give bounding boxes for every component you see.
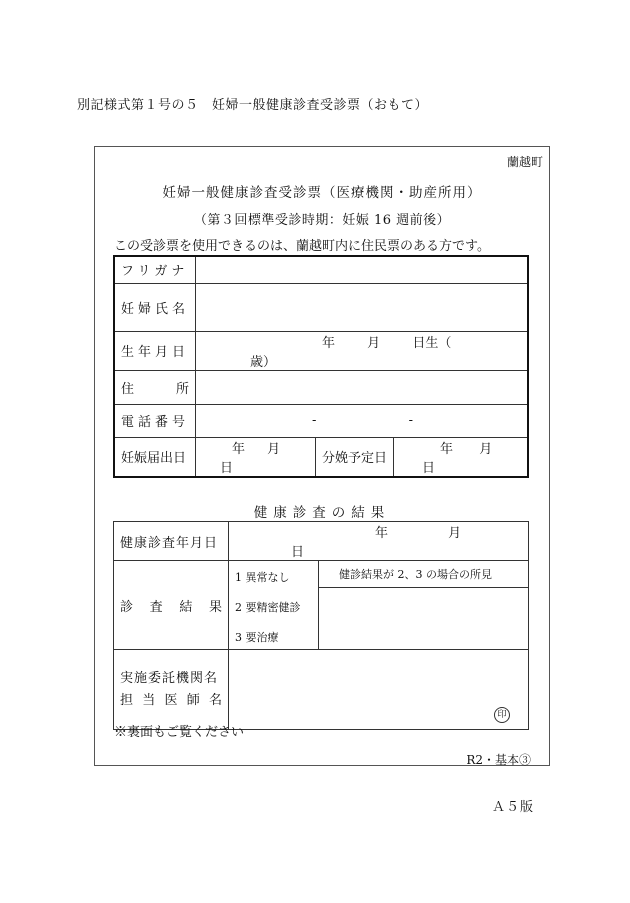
phone-separator-2: -	[408, 413, 413, 428]
option-detailed-exam[interactable]: 2 要精密健診	[235, 601, 301, 614]
personal-info-table	[113, 255, 529, 478]
phone-row	[114, 404, 528, 437]
phone-separator-1: -	[312, 413, 317, 428]
phone-label: 電話番号	[114, 404, 196, 437]
exam-date-field[interactable]: 年 月 日	[229, 522, 529, 561]
pregnancy-report-label: 妊娠届出日	[114, 437, 196, 477]
due-date-field[interactable]: 年 月 日	[394, 437, 528, 477]
due-date-label: 分娩予定日	[316, 437, 394, 477]
name-row	[114, 283, 528, 331]
name-field[interactable]	[196, 283, 528, 331]
exam-date-label: 健康診査年月日	[114, 522, 229, 561]
back-side-note: ※裏面もご覧ください	[114, 725, 245, 740]
paper-size: Ａ５版	[492, 800, 535, 815]
results-table	[113, 521, 529, 730]
birth-year-unit: 年	[322, 335, 336, 351]
findings-field[interactable]	[319, 588, 528, 648]
name-label: 妊婦氏名	[114, 283, 196, 331]
institution-row	[114, 650, 529, 730]
address-field[interactable]	[196, 370, 528, 404]
form-code: R2・基本③	[466, 753, 531, 767]
page-header: 別記様式第１号の５ 妊婦一般健康診査受診票（おもて）	[77, 98, 429, 113]
exam-date-row	[114, 522, 529, 561]
birth-label: 生年月日	[114, 331, 196, 370]
eligibility-notice: この受診票を使用できるのは、蘭越町内に住民票のある方です。	[114, 239, 490, 254]
voucher-subtitle: （第３回標準受診時期：妊娠 16 週前後）	[193, 213, 451, 228]
dates-row	[114, 437, 528, 477]
voucher-title: 妊婦一般健康診査受診票（医療機関・助産所用）	[162, 185, 482, 201]
result-row	[114, 561, 529, 650]
findings-cell	[319, 561, 529, 650]
voucher-card	[94, 146, 550, 766]
phone-field[interactable]	[196, 404, 528, 437]
birth-field[interactable]	[196, 331, 528, 370]
furigana-label: フリガナ	[114, 256, 196, 283]
result-label: 診 査 結 果	[114, 561, 229, 650]
pregnancy-report-date-field[interactable]: 年 月 日	[196, 437, 316, 477]
birth-month-unit: 月	[367, 335, 381, 351]
institution-field[interactable]	[229, 650, 529, 730]
option-treatment[interactable]: 3 要治療	[235, 631, 279, 644]
seal-mark: 印	[494, 707, 510, 723]
birth-row	[114, 331, 528, 370]
results-section-title: 健康診査の結果	[253, 505, 391, 521]
furigana-row	[114, 256, 528, 283]
result-options	[229, 561, 319, 650]
findings-label: 健診結果が 2、3 の場合の所見	[319, 561, 528, 588]
birth-day-unit: 日生（	[412, 335, 452, 351]
birth-age-unit: 歳）	[250, 354, 277, 370]
town-name: 蘭越町	[506, 155, 543, 169]
institution-label: 実施委託機関名 担 当 医 師 名	[114, 650, 229, 730]
option-normal[interactable]: 1 異常なし	[235, 571, 290, 584]
furigana-field[interactable]	[196, 256, 528, 283]
address-row	[114, 370, 528, 404]
address-label: 住 所	[114, 370, 196, 404]
